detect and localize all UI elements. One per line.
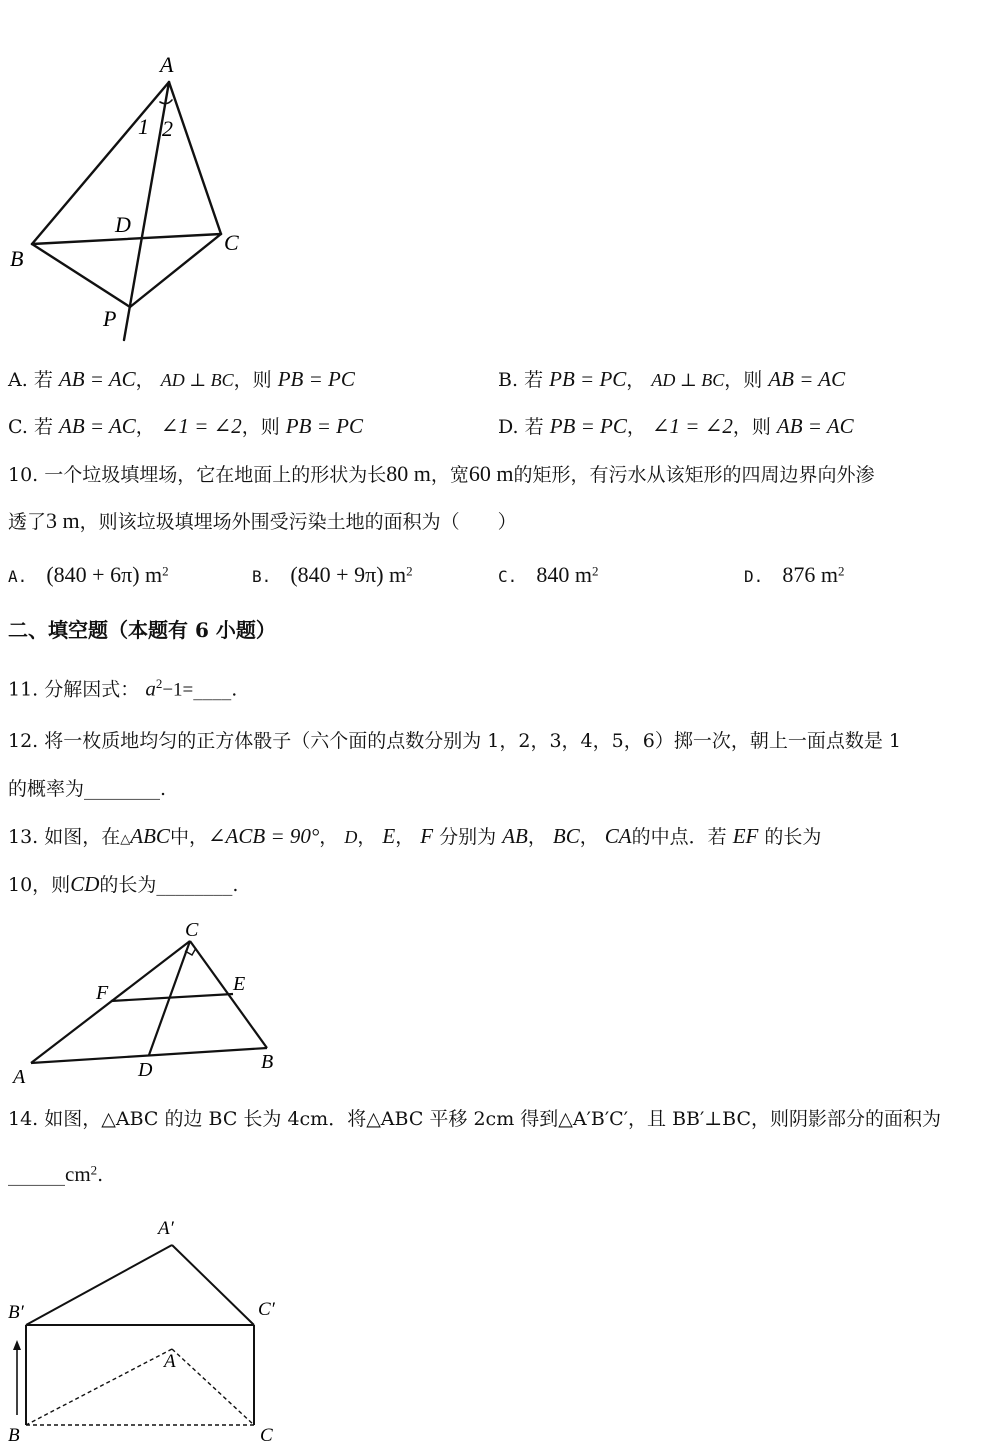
q10-line-1: 10. 一个垃圾填埋场，它在地面上的形状为长80 m，宽60 m的矩形，有污水从该矩形的四周边界向外渗 (8, 461, 875, 486)
q13-line-1: 13. 如图，在△ABC中，∠ACB = 90°， D， E， F 分别为 AB， BC， CA的中点．若 EF 的长为 (8, 824, 822, 848)
q10-option-a: A. (840 + 6π) $m^2$ (8, 562, 169, 587)
label-2: 2 (162, 116, 173, 141)
q9-option-c: C. 若 AB = AC， ∠1 = ∠2，则 PB = PC (8, 414, 363, 438)
label-f: F (96, 982, 109, 1004)
label-d: D (115, 212, 131, 237)
label-p: P (103, 306, 117, 331)
q9-option-a: A. 若 AB = AC， AD ⊥ BC，则 PB = PC (8, 367, 355, 391)
q14-line-1: 14. 如图，△ABC 的边 BC 长为 4cm．将△ABC 平移 2cm 得到△A′B′C′，且 BB′⊥BC，则阴影部分的面积为 (8, 1108, 942, 1130)
segment-a1b1 (26, 1245, 172, 1325)
segment-a1c1 (172, 1245, 254, 1325)
q12-line-1: 12. 将一枚质地均匀的正方体骰子（六个面的点数分别为 1，2，3，4，5，6）掷一次，朝上一面点数是 1 (8, 730, 901, 752)
label-a-prime: A′ (158, 1218, 174, 1239)
segment-ab (32, 82, 169, 244)
section-heading: 二、填空题（本题有 6 小题） (8, 618, 276, 642)
segment-ac (31, 941, 190, 1063)
label-c: C (224, 230, 239, 255)
q10-option-c: C. 840 $m^2$ (498, 562, 599, 587)
q9-option-b: B. 若 PB = PC， AD ⊥ BC，则 AB = AC (498, 367, 846, 391)
figure-right-triangle-midpoints (0, 915, 300, 1090)
segment-ac-dashed (172, 1349, 254, 1425)
segment-fe (111, 994, 233, 1001)
segment-bp (32, 244, 130, 307)
segment-cp (130, 234, 221, 307)
q13-line-2: 10，则CD的长为________. (8, 872, 239, 896)
label-c-prime: C′ (258, 1299, 275, 1320)
label-a: A (160, 52, 174, 77)
q11-answer-blank[interactable]: ____ (193, 678, 232, 701)
label-b: B (8, 1425, 20, 1445)
label-e: E (233, 973, 246, 995)
q10-option-d: D. 876 $m^2$ (744, 562, 845, 587)
q10-option-b: B. (840 + 9π) $m^2$ (252, 562, 413, 587)
q14-line-2: $\_\_\_\_\_\_cm^2$. (8, 1162, 104, 1186)
figure-translated-triangle (0, 1210, 300, 1445)
segment-ab-dashed (26, 1349, 172, 1425)
label-a: A (164, 1351, 176, 1372)
label-a: A (13, 1066, 26, 1088)
label-b-prime: B′ (8, 1302, 24, 1323)
figure-triangle-abc-p (0, 40, 260, 360)
label-d: D (138, 1059, 153, 1081)
label-c: C (260, 1425, 273, 1445)
q12-line-2: 的概率为________. (8, 778, 167, 800)
q10-line-2: 透了3 m，则该垃圾填埋场外围受污染土地的面积为（ ） (8, 508, 517, 533)
label-b: B (261, 1051, 274, 1073)
q11: 11. 分解因式： $a^2-1=\_\_\_\_$. (8, 676, 238, 701)
arrow-head-icon (13, 1340, 21, 1350)
q14-answer-blank[interactable]: ______ (8, 1164, 65, 1186)
q9-option-d: D. 若 PB = PC， ∠1 = ∠2，则 AB = AC (498, 414, 854, 438)
segment-ac (169, 82, 221, 234)
label-c: C (185, 919, 199, 941)
label-1: 1 (138, 114, 149, 139)
label-b: B (10, 246, 24, 271)
